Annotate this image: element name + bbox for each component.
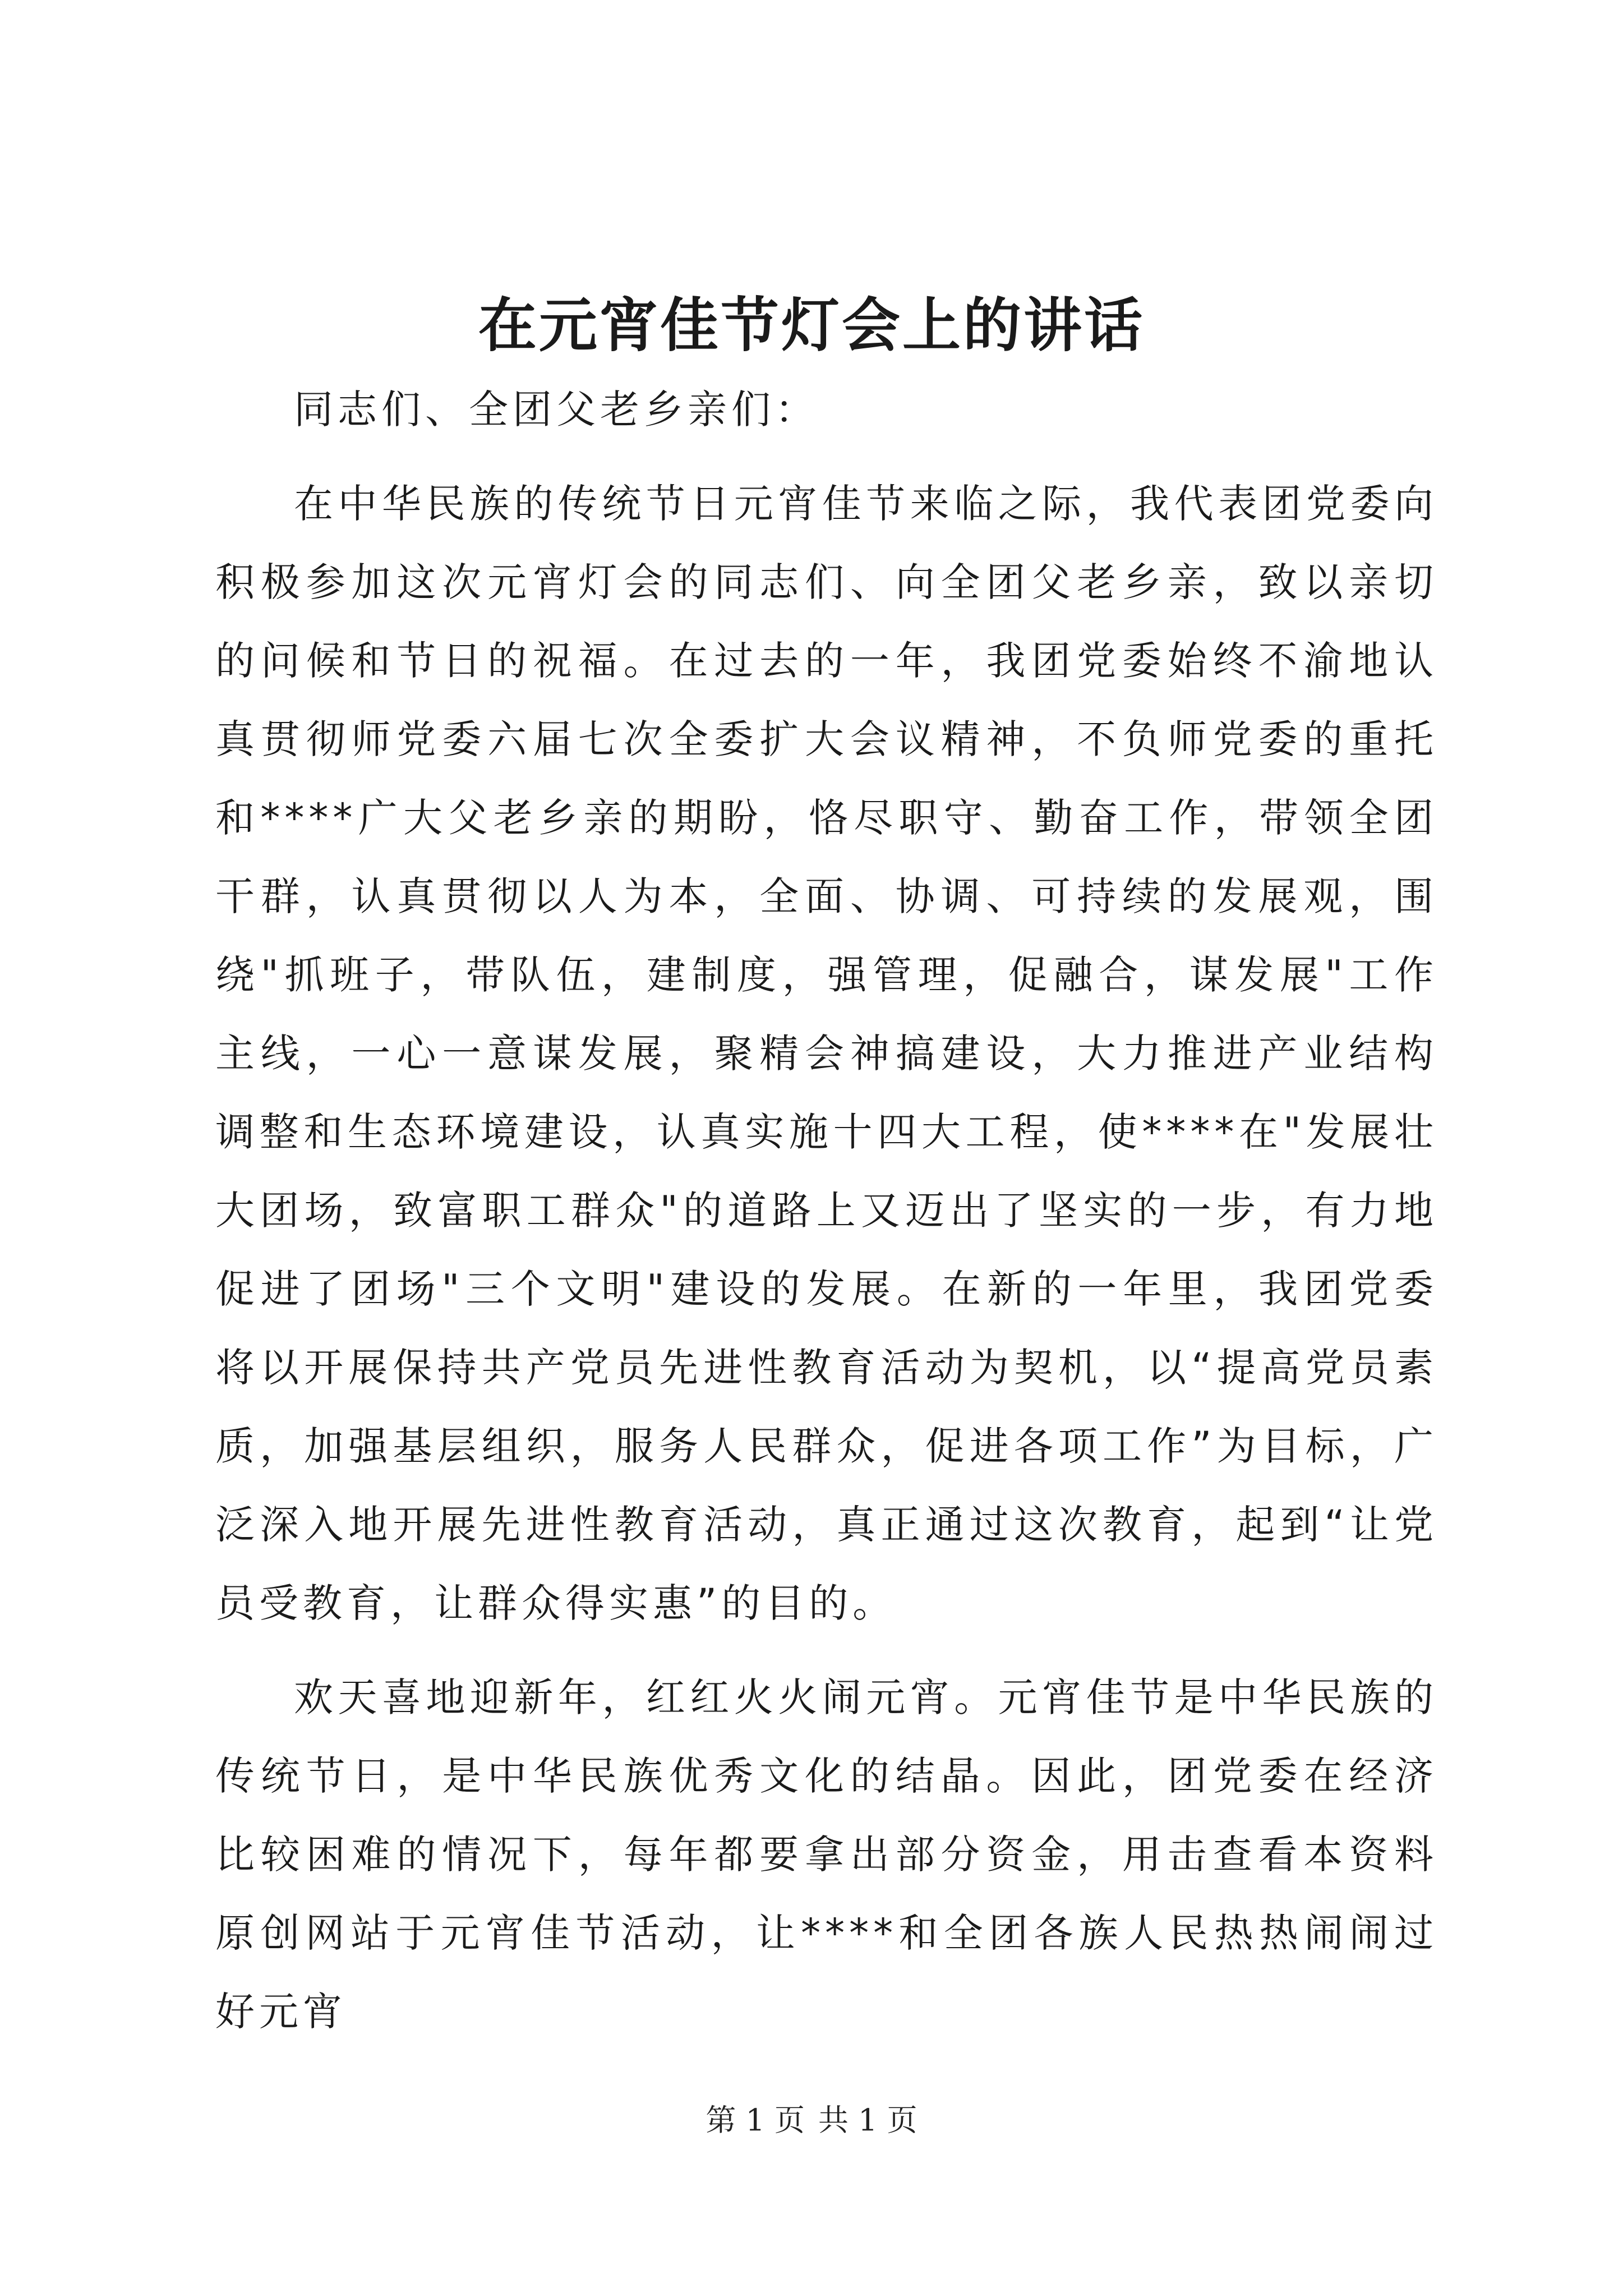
document-body xyxy=(215,370,1438,2051)
salutation: 同志们、全团父老乡亲们： xyxy=(294,386,819,432)
document-title: 在元宵佳节灯会上的讲话 xyxy=(478,291,1145,360)
page-footer xyxy=(0,2098,1623,2143)
page-number: 第 1 页 xyxy=(706,2102,805,2138)
paragraph: 在中华民族的传统节日元宵佳节来临之际，我代表团党委向积极参加这次元宵灯会的同志们、向全团父老乡亲，致以亲切的问候和节日的祝福。在过去的一年，我团党委始终不渝地认真贯彻师党委六届七次全委扩大会议精神，不负师党委的重托和****广大父老乡亲的期盼，恪尽职守、勤奋工作，带领全团干群，认真贯彻以人为本，全面、协调、可持续的发展观，围绕"抓班子，带队伍，建制度，强管理，促融合，谋发展"工作主线，一心一意谋发展，聚精会神搞建设，大力推进产业结构调整和生态环境建设，认真实施十四大工程，使****在"发展壮大团场，致富职工群众"的道路上又迈出了坚实的一步，有力地促进了团场"三个文明"建设的发展。在新的一年里，我团党委将以开展保持共产党员先进性教育活动为契机，以“提高党员素质，加强基层组织，服务人民群众，促进各项工作”为目标，广泛深入地开展先进性教育活动，真正通过这次教育，起到“让党员受教育，让群众得实惠”的目的。 xyxy=(215,481,1438,1626)
paragraph: 欢天喜地迎新年，红红火火闹元宵。元宵佳节是中华民族的传统节日，是中华民族优秀文化的结晶。因此，团党委在经济比较困难的情况下，每年都要拿出部分资金，用击查看本资料原创网站于元宵佳节活动，让****和全团各族人民热热闹闹过好元宵 xyxy=(215,1674,1438,2035)
page-total: 共 1 页 xyxy=(818,2102,917,2138)
